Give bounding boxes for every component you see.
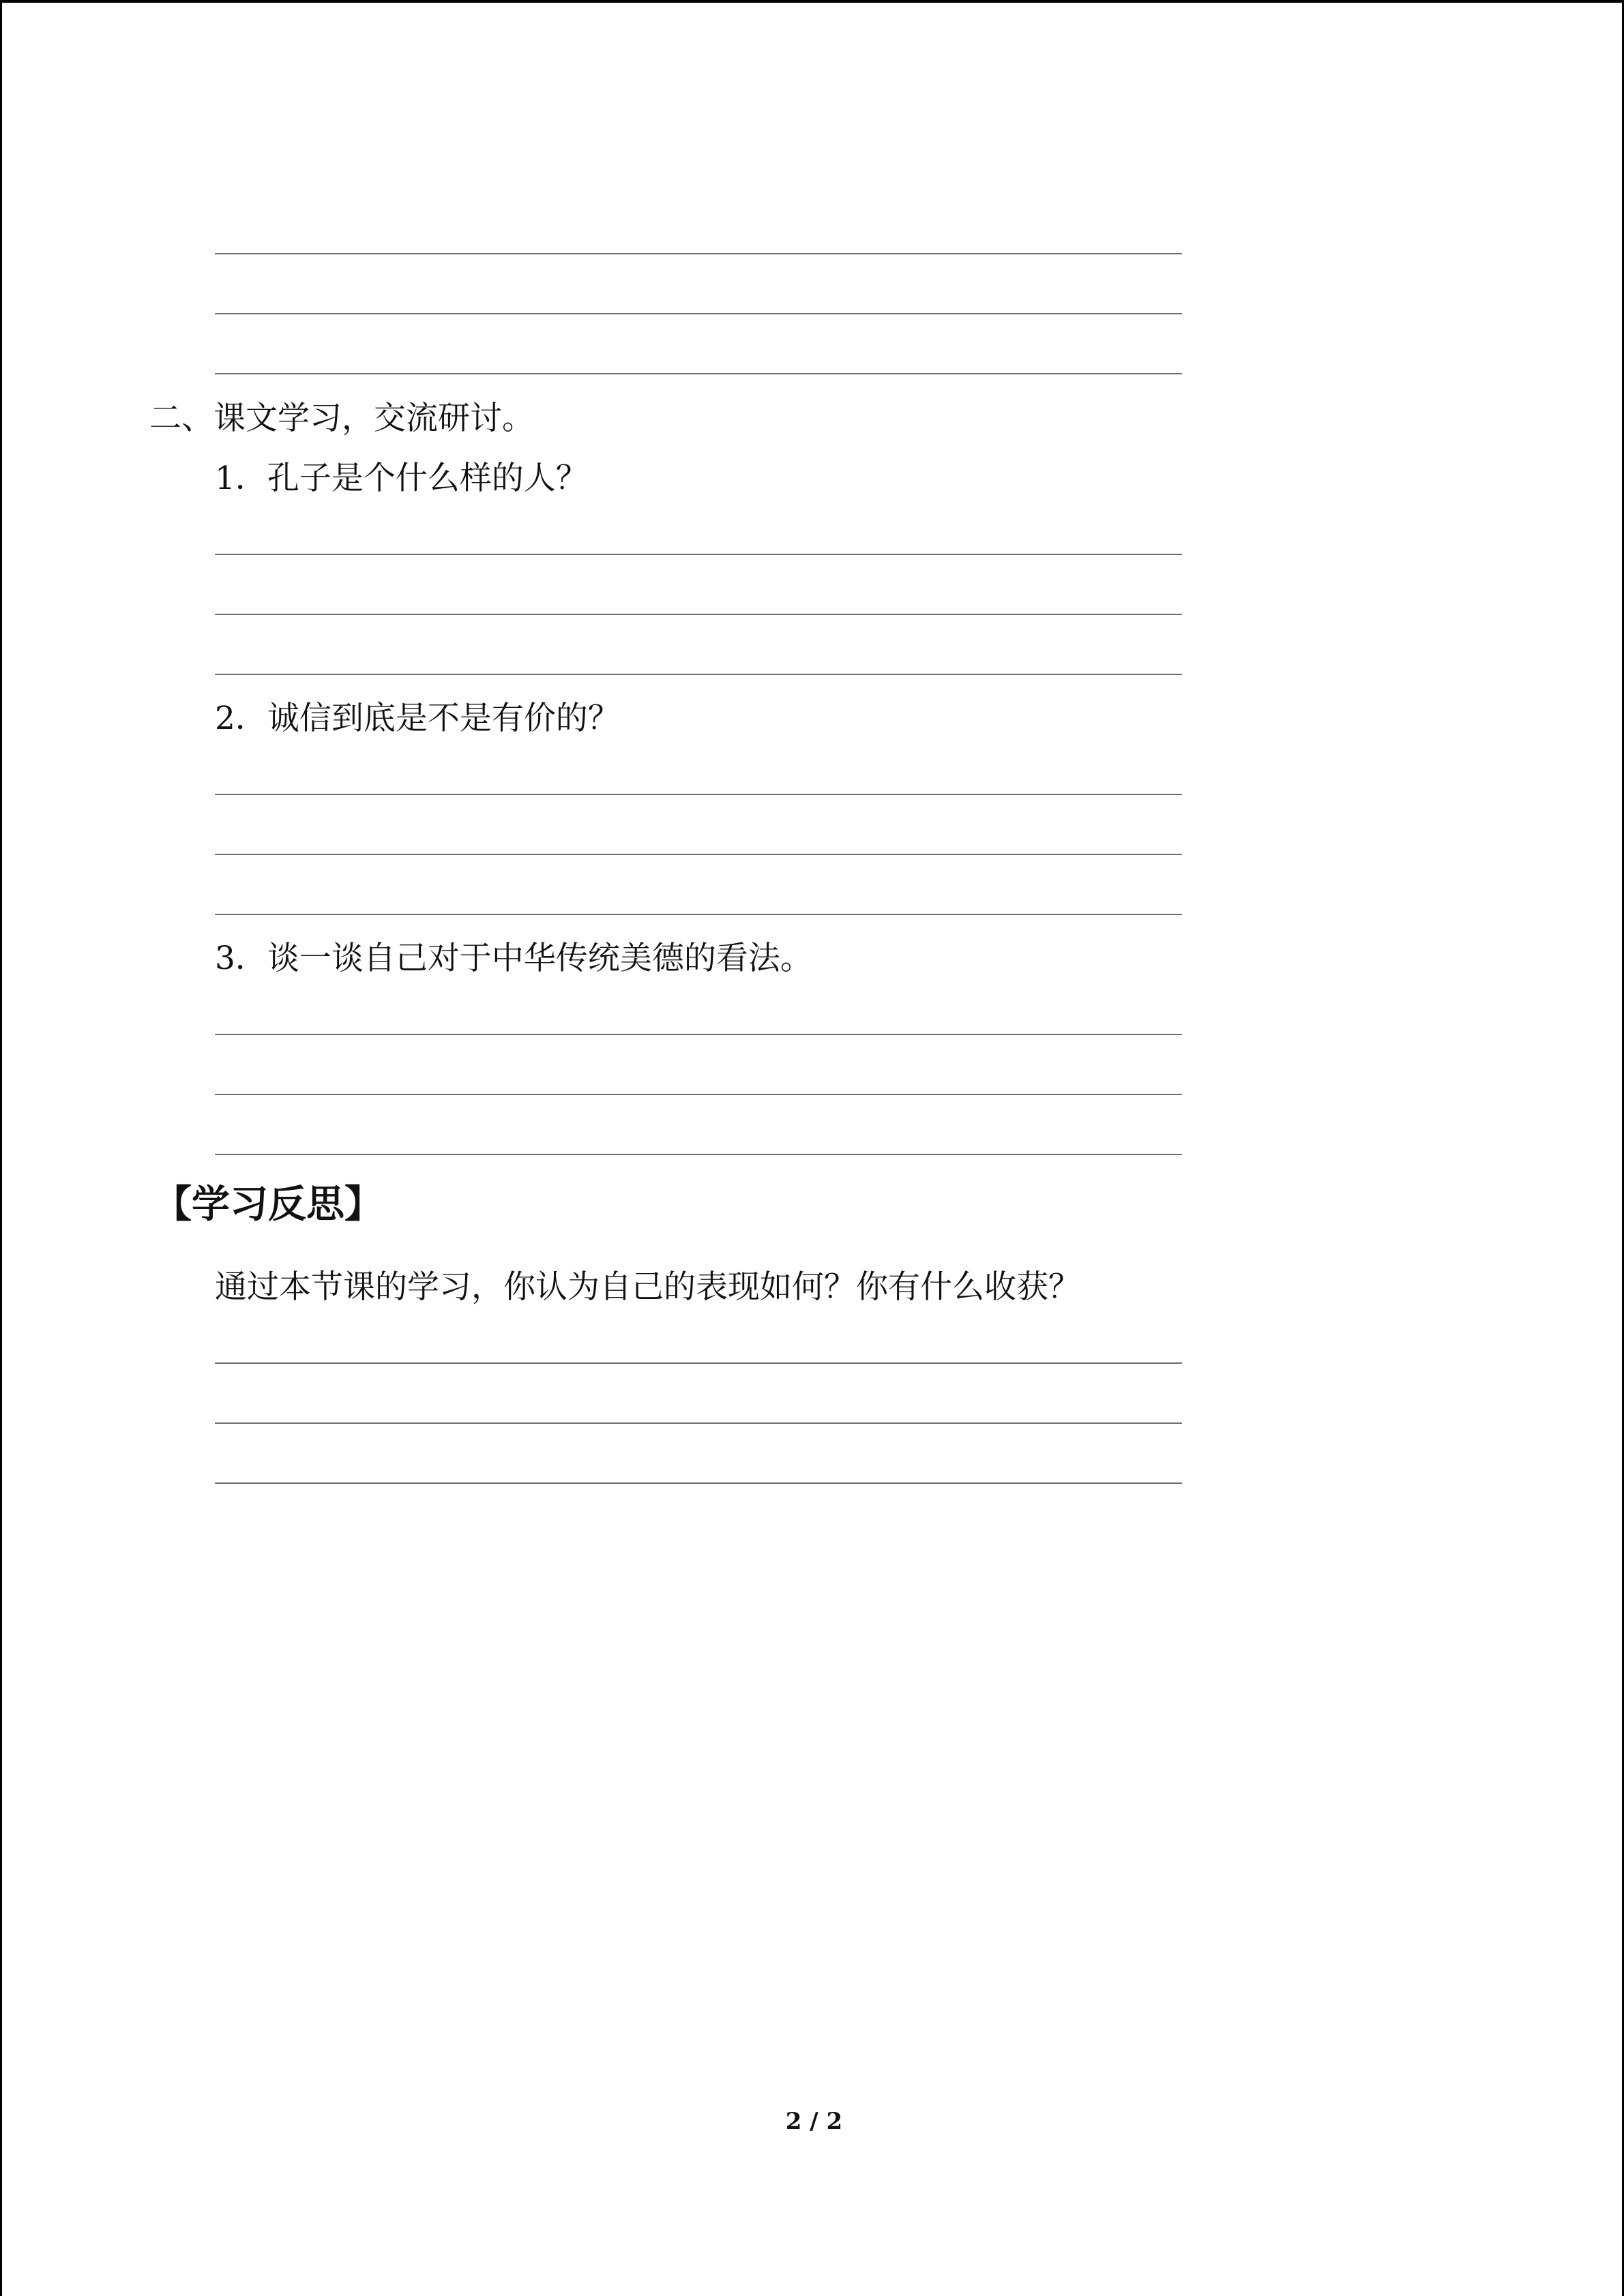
answer-line bbox=[215, 1154, 1182, 1155]
page-number: 2 / 2 bbox=[785, 2108, 843, 2135]
answer-line bbox=[215, 1422, 1182, 1424]
answer-line bbox=[215, 1362, 1182, 1364]
answer-line bbox=[215, 854, 1182, 855]
question-1: 1．孔子是个什么样的人？ bbox=[215, 460, 588, 497]
answer-line bbox=[215, 313, 1182, 314]
question-3: 3．谈一谈自己对于中华传统美德的看法。 bbox=[215, 940, 812, 977]
answer-line bbox=[215, 914, 1182, 915]
answer-line bbox=[215, 1034, 1182, 1035]
question-2: 2．诚信到底是不是有价的？ bbox=[215, 700, 620, 737]
answer-line bbox=[215, 373, 1182, 374]
answer-line bbox=[215, 674, 1182, 675]
answer-line bbox=[215, 614, 1182, 615]
section-title: 二、课文学习，交流研讨。 bbox=[149, 400, 534, 437]
reflection-prompt: 通过本节课的学习，你认为自己的表现如何？你有什么收获？ bbox=[215, 1268, 1080, 1306]
answer-line bbox=[215, 1482, 1182, 1484]
answer-line bbox=[215, 794, 1182, 795]
answer-line bbox=[215, 1094, 1182, 1095]
answer-line bbox=[215, 554, 1182, 555]
reflection-heading: 【学习反思】 bbox=[153, 1182, 383, 1227]
answer-line bbox=[215, 253, 1182, 254]
